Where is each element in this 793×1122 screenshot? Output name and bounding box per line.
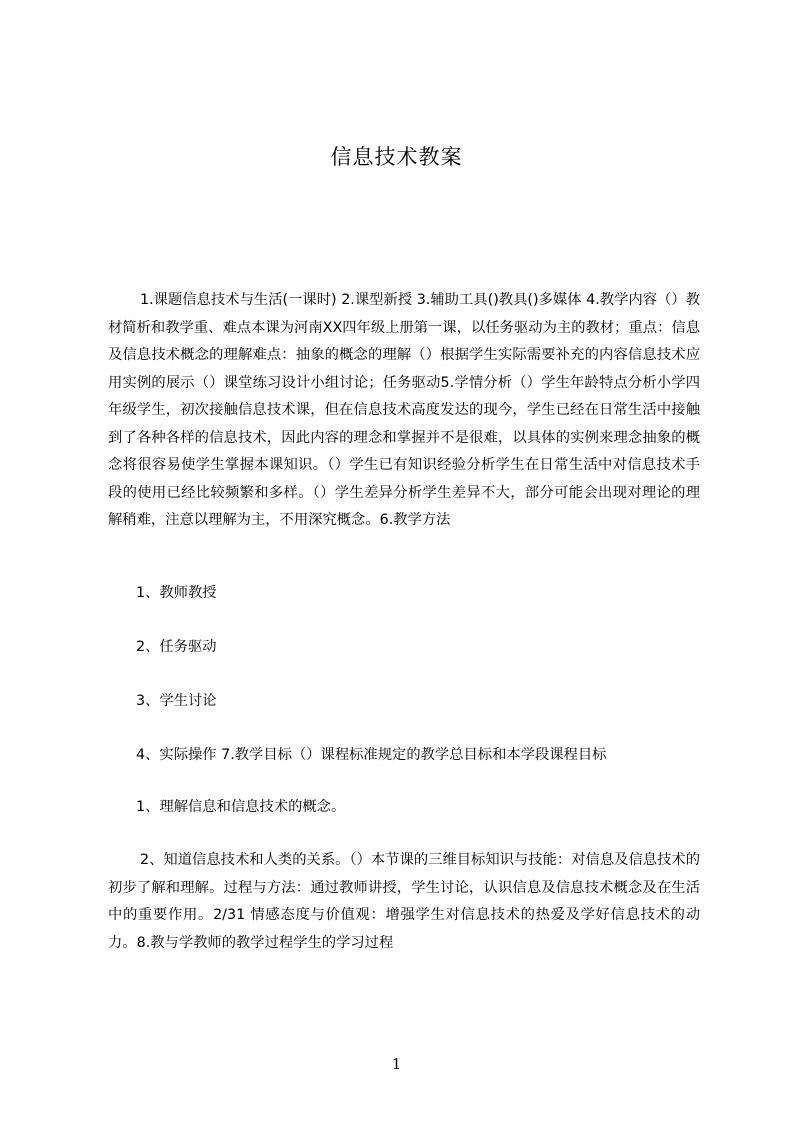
page-number: 1 [391,1055,402,1073]
list-item-5: 1、理解信息和信息技术的概念。 [136,799,346,815]
body-paragraph-2: 2、知道信息技术和人类的关系。（）本节课的三维目标知识与技能：对信息及信息技术的初步了解和理解。过程与方法：通过教师讲授，学生讨论，认识信息及信息技术概念及在生活中的重要作用。2/31 情感态度与价值观：增强学生对信息技术的热爱及学好信息技术的动力。8.教与学教师的教学过程学生的学习过程 [108,852,700,951]
list-item-4: 4、实际操作 7.教学目标（）课程标准规定的教学总目标和本学段课程目标 [136,747,607,763]
body-paragraph-1: 1.课题信息技术与生活(一课时) 2.课型新授 3.辅助工具()教具()多媒体 4.教学内容（）教材简析和教学重、难点本课为河南XX四年级上册第一课，以任务驱动为主的教材；重点：信息及信息技术概念的理解难点：抽象的概念的理解（）根据学生实际需要补充的内容信息技术应用实例的展示（）课堂练习设计小组讨论；任务驱动5.学情分析（）学生年龄特点分析小学四年级学生，初次接触信息技术课，但在信息技术高度发达的现今，学生已经在日常生活中接触到了各种各样的信息技术，因此内容的理念和掌握并不是很难，以具体的实例来理念抽象的概念将很容易使学生掌握本课知识。（）学生已有知识经验分析学生在日常生活中对信息技术手段的使用已经比较频繁和多样。（）学生差异分析学生差异不大，部分可能会出现对理论的理解稍难，注意以理解为主，不用深究概念。6.教学方法 [108,292,700,528]
document-title: 信息技术教案 [330,145,463,169]
list-item-2: 2、任务驱动 [136,639,217,655]
list-item-1: 1、教师教授 [136,585,217,601]
list-item-3: 3、学生讨论 [136,693,217,709]
